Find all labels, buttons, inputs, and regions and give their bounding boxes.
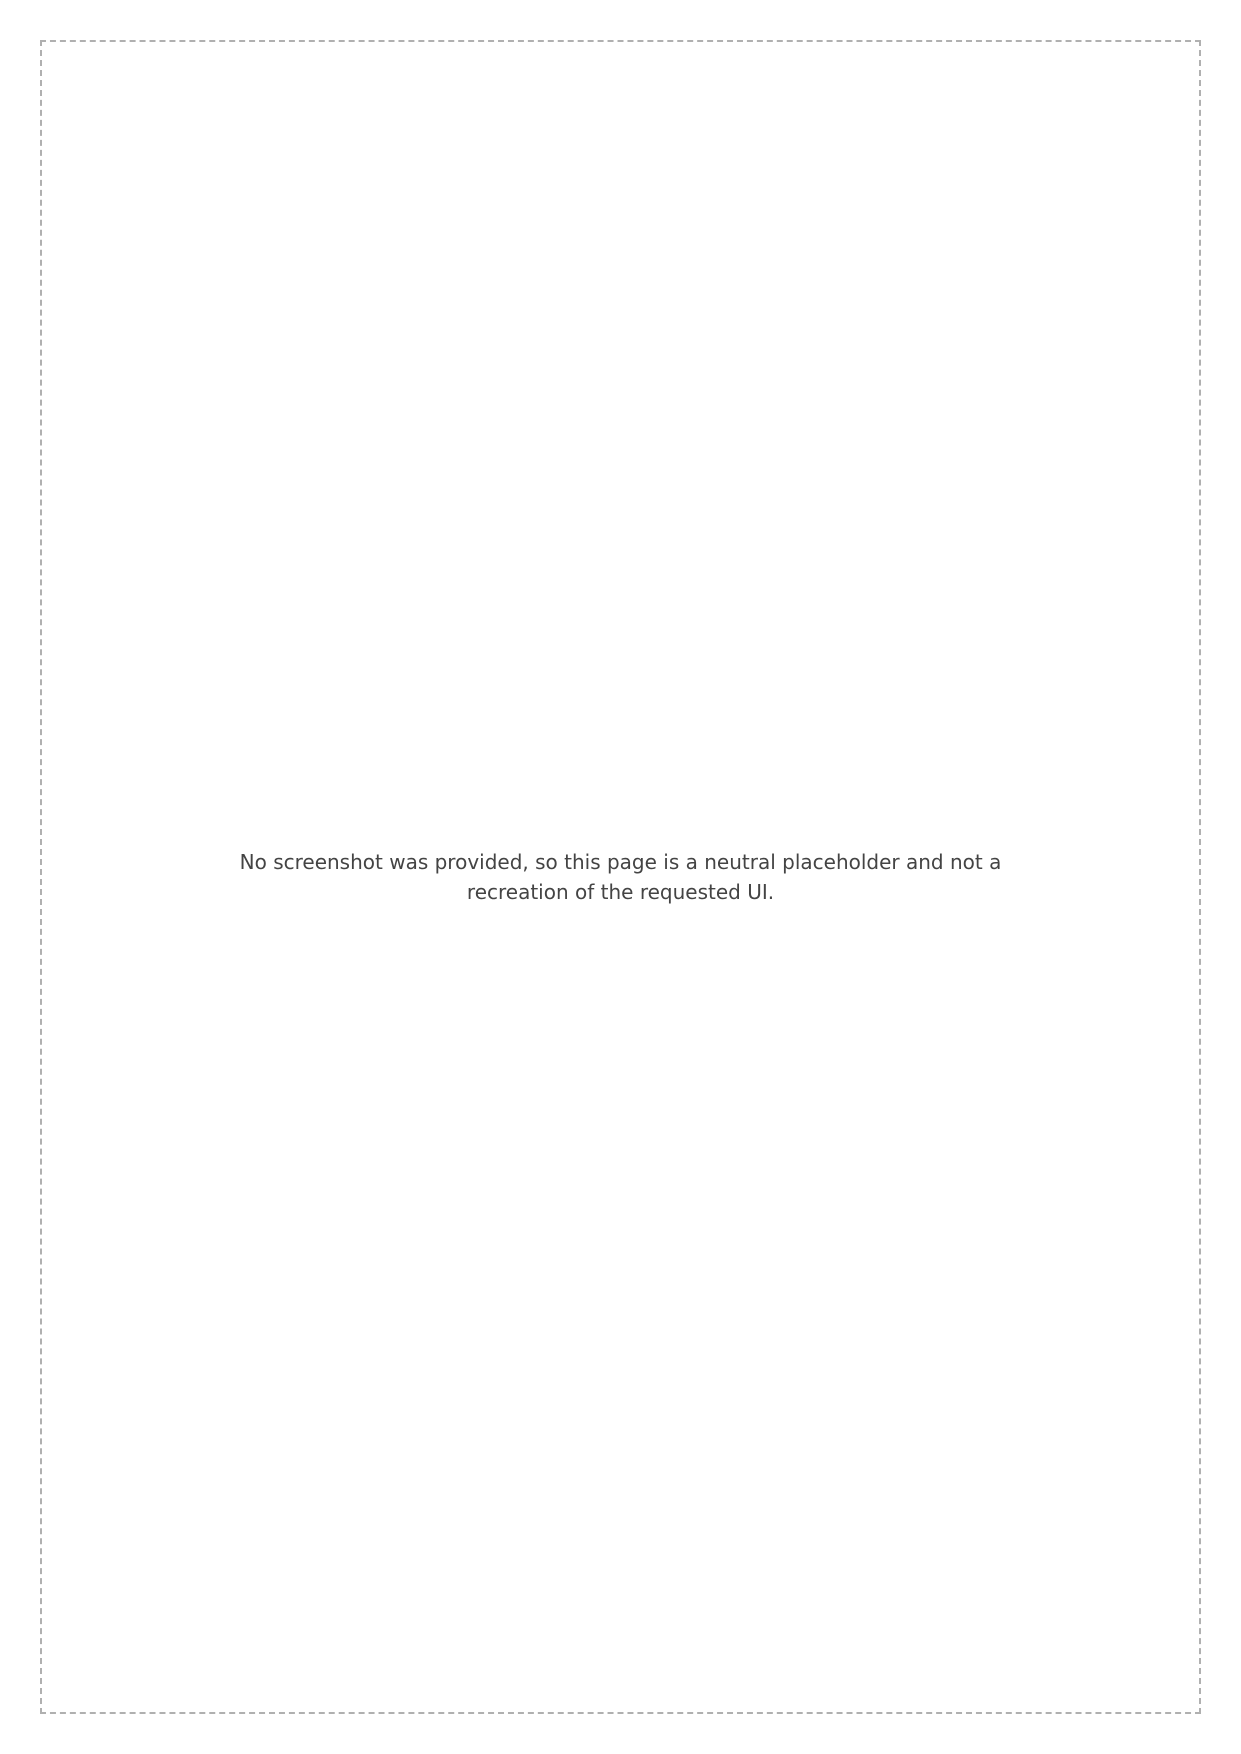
placeholder-message: No screenshot was provided, so this page is a neutral placeholder and not a recreation of the requested UI. xyxy=(239,850,1002,904)
placeholder-frame xyxy=(40,40,1201,1714)
